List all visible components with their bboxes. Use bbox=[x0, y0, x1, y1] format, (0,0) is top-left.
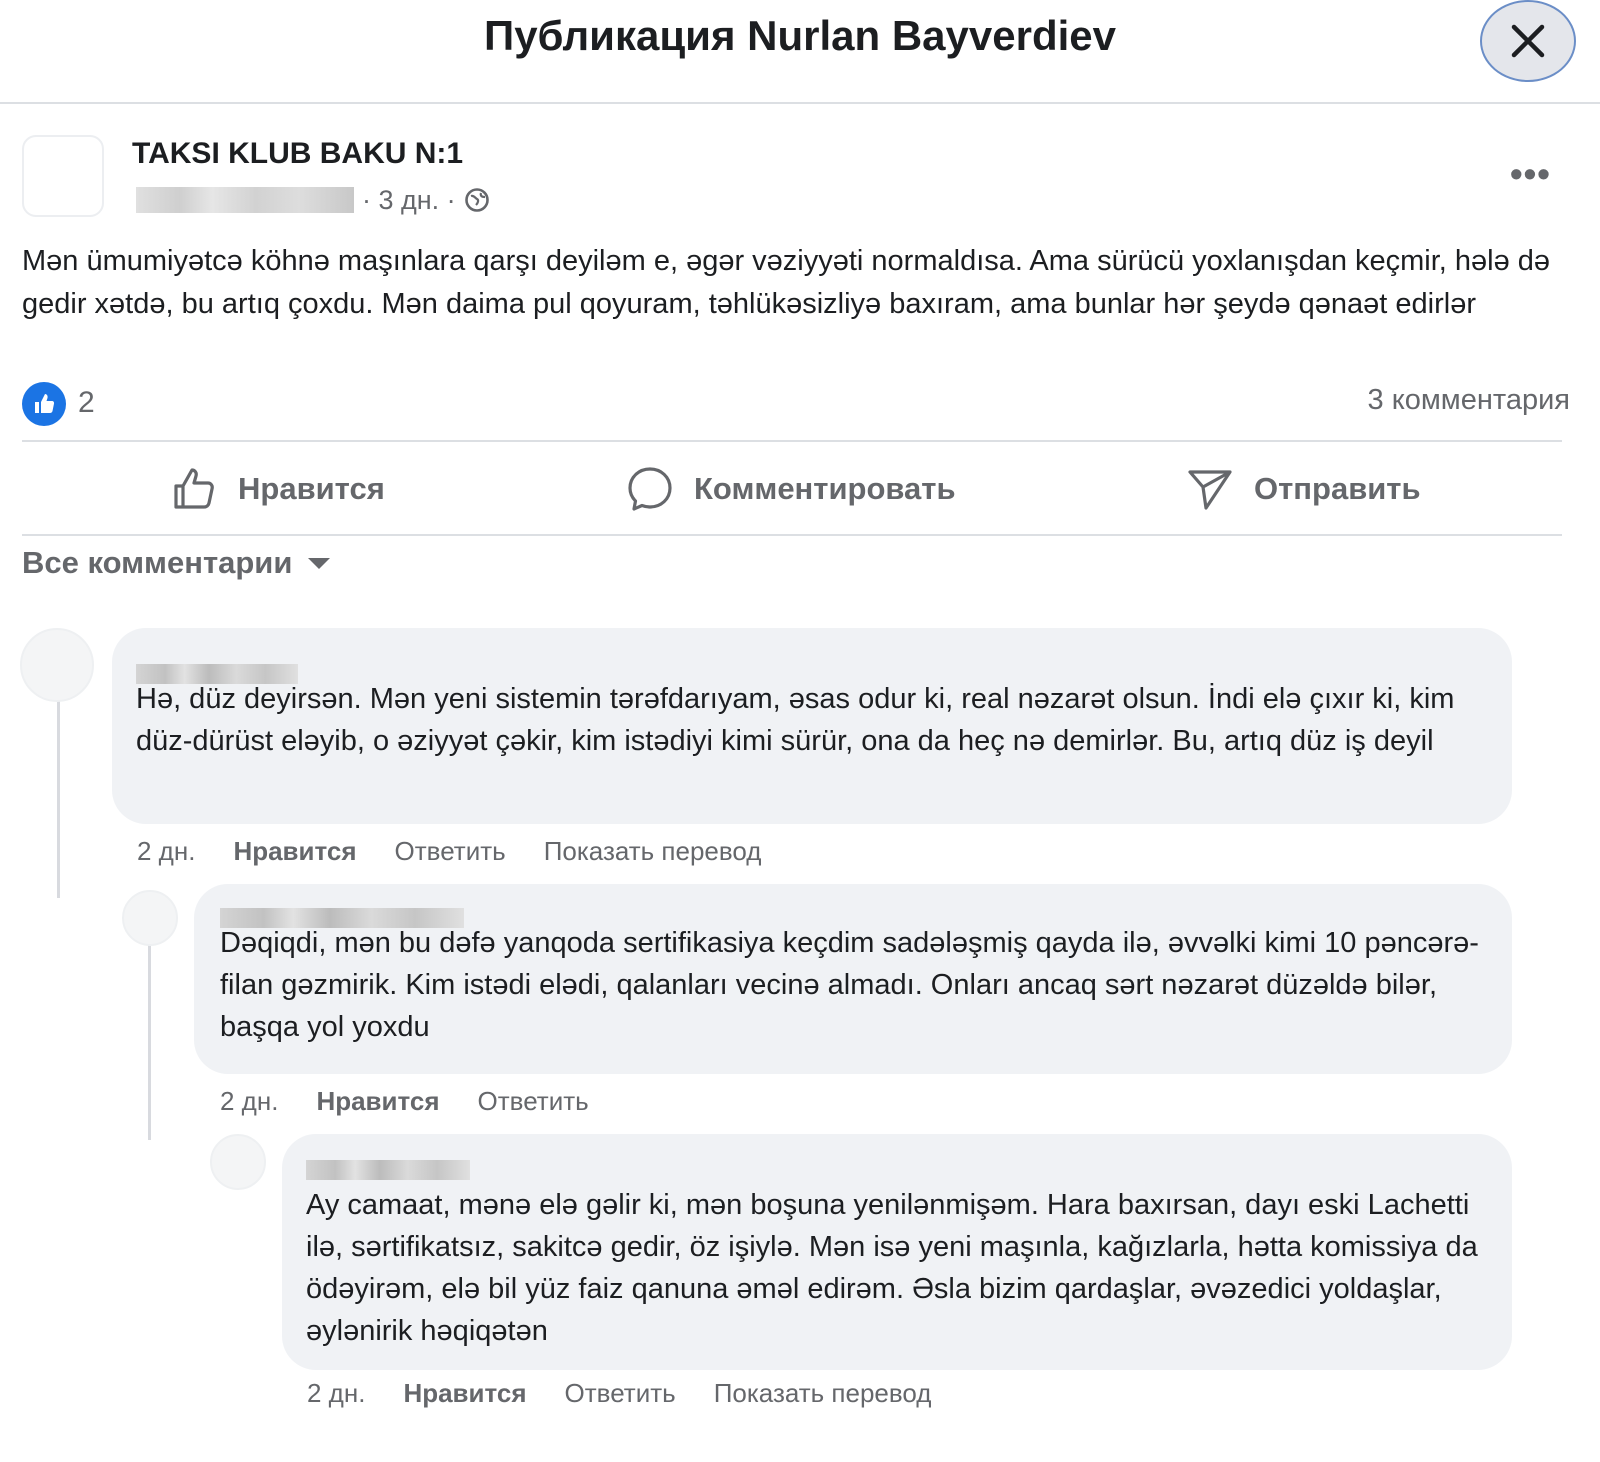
comment-filter-label: Все комментарии bbox=[22, 545, 293, 580]
blurred-author-name bbox=[136, 187, 354, 213]
caret-down-icon bbox=[306, 555, 332, 571]
avatar[interactable] bbox=[122, 890, 178, 946]
thumbs-up-icon bbox=[31, 391, 57, 417]
comment-bubble bbox=[194, 884, 1512, 1074]
comment-text: Hə, düz deyirsən. Mən yeni sistemin tərəfdarıyam, əsas odur ki, real nəzarət olsun. İndi elə çıxır ki, kim düz-dürüst eləyib, o əziyyət çəkir, kim istədiyi kimi sürür, ona da heç nə demirlər. Bu, artıq düz iş deyil bbox=[136, 683, 1455, 757]
comment-text: Ay camaat, mənə elə gəlir ki, mən boşuna yenilənmişəm. Hara baxırsan, dayı eski Lachetti ilə, sərtifikatsız, sakitcə gedir, öz işiylə. Mən isə yeni maşınla, kağızlarla, hətta komissiya da ödəyirəm, elə bil yüz faiz qanuna əməl edirəm. Əsla bizim qardaşlar, əvəzedici yoldaşlar, əylənirik həqiqətən bbox=[306, 1189, 1478, 1347]
avatar[interactable] bbox=[210, 1134, 266, 1190]
thumbs-up-outline-icon bbox=[170, 465, 218, 513]
comment-actions bbox=[137, 836, 799, 867]
page-avatar[interactable] bbox=[22, 135, 104, 217]
comment-time[interactable]: 2 дн. bbox=[137, 836, 196, 866]
comment-actions bbox=[307, 1378, 969, 1409]
post-header bbox=[22, 135, 1562, 225]
more-options-icon[interactable]: ••• bbox=[1510, 153, 1551, 194]
comment-filter-dropdown[interactable] bbox=[22, 545, 332, 581]
comment-count[interactable]: 3 комментария bbox=[1367, 384, 1570, 416]
reactions-row bbox=[22, 380, 1570, 426]
comment-text: Dəqiqdi, mən bu dəfə yanqoda sertifikasiya keçdim sadələşmiş qayda ilə, əvvəlki kimi 10 pəncərə-filan gəzmirik. Kim istədi elədi, qalanları vecinə almadı. Onları ancaq sərt nəzarət düzəldə bilər, başqa yol yoxdu bbox=[220, 927, 1479, 1043]
send-button-label: Отправить bbox=[1254, 471, 1421, 506]
comment-reply-button[interactable]: Ответить bbox=[564, 1378, 676, 1408]
like-count[interactable]: 2 bbox=[78, 386, 95, 419]
avatar[interactable] bbox=[20, 628, 94, 702]
post-meta bbox=[136, 183, 490, 217]
dialog-title: Публикация Nurlan Bayverdiev bbox=[484, 12, 1116, 59]
thread-line bbox=[148, 940, 151, 1140]
comment-like-button[interactable]: Нравится bbox=[403, 1378, 527, 1408]
close-icon bbox=[1508, 21, 1548, 61]
thread-line bbox=[57, 690, 60, 898]
comment-button-label: Комментировать bbox=[694, 471, 956, 506]
comment-bubble bbox=[282, 1134, 1512, 1370]
send-button[interactable] bbox=[1186, 462, 1421, 516]
comment-time[interactable]: 2 дн. bbox=[220, 1086, 279, 1116]
comment-reply-button[interactable]: Ответить bbox=[477, 1086, 589, 1116]
comment-actions bbox=[220, 1086, 627, 1117]
like-button-label: Нравится bbox=[238, 471, 385, 506]
post-author[interactable]: TAKSI KLUB BAKU N:1 bbox=[132, 137, 464, 170]
comment-like-button[interactable]: Нравится bbox=[233, 836, 357, 866]
post-text: Mən ümumiyətcə köhnə maşınlara qarşı deyiləm e, əgər vəziyyəti normaldısa. Ama sürücü yoxlanışdan keçmir, hələ də gedir xətdə, bu artıq çoxdu. Mən daima pul qoyuram, təhlükəsizliyə baxıram, ama bunlar hər şeydə qənaət edirlər bbox=[22, 245, 1551, 320]
show-translation-link[interactable]: Показать перевод bbox=[543, 836, 762, 866]
post-action-bar bbox=[22, 440, 1562, 536]
dialog-header bbox=[0, 0, 1600, 104]
comment-bubble bbox=[112, 628, 1512, 824]
comment-bubble-icon bbox=[626, 465, 674, 513]
send-icon bbox=[1186, 465, 1234, 513]
post-time[interactable]: · 3 дн. · bbox=[362, 184, 456, 215]
like-button[interactable] bbox=[170, 462, 385, 516]
comment-like-button[interactable]: Нравится bbox=[316, 1086, 440, 1116]
globe-icon bbox=[464, 187, 490, 213]
comment-time[interactable]: 2 дн. bbox=[307, 1378, 366, 1408]
show-translation-link[interactable]: Показать перевод bbox=[713, 1378, 932, 1408]
comment-reply-button[interactable]: Ответить bbox=[394, 836, 506, 866]
comment-button[interactable] bbox=[626, 462, 956, 516]
like-reaction-icon[interactable] bbox=[22, 382, 66, 426]
close-button[interactable] bbox=[1480, 0, 1576, 82]
blurred-commenter-name[interactable] bbox=[306, 1160, 470, 1180]
